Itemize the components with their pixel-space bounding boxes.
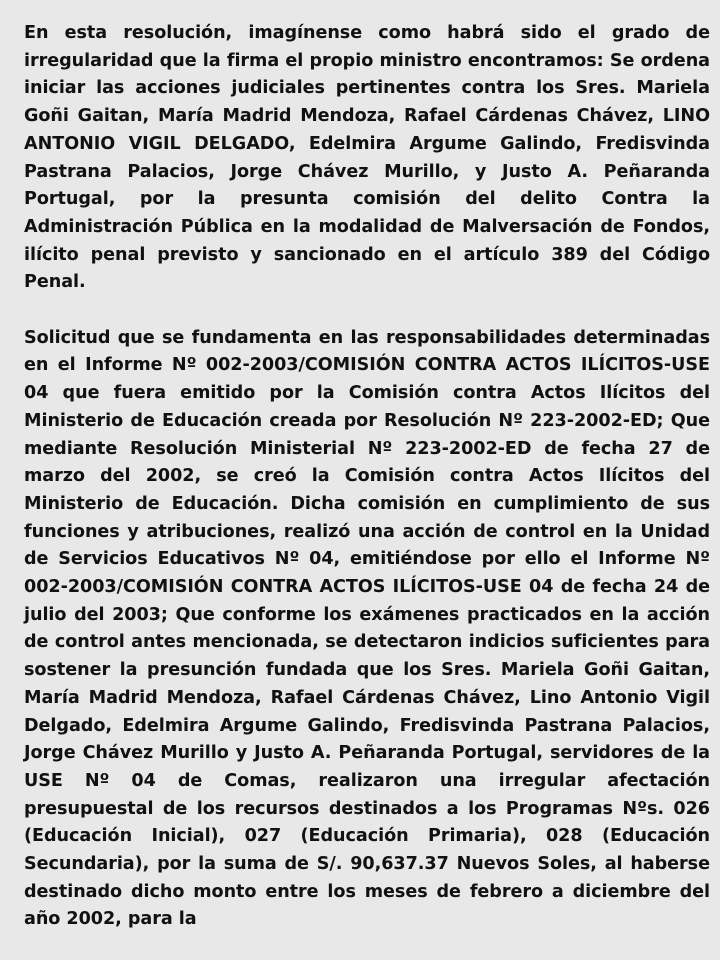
paragraph-solicitud: Solicitud que se fundamenta en las responsabilidades determinadas en el Informe Nº 002-2003/COMISIÓN CONTRA ACTOS ILÍCITOS-USE 04 que fuera emitido por la Comisión contra Actos Ilícitos del Ministerio de Educación creada por Resolución Nº 223-2002-ED; Que mediante Resolución Ministerial Nº 223-2002-ED de fecha 27 de marzo del 2002, se creó la Comisión contra Actos Ilícitos del Ministerio de Educación. Dicha comisión en cumplimiento de sus funciones y atribuciones, realizó una acción de control en la Unidad de Servicios Educativos Nº 04, emitiéndose por ello el Informe Nº 002-2003/COMISIÓN CONTRA ACTOS ILÍCITOS-USE 04 de fecha 24 de julio del 2003; Que conforme los exámenes practicados en la acción de control antes mencionada, se detectaron indicios suficientes para sostener la presunción fundada que los Sres. Mariela Goñi Gaitan, María Madrid Mendoza, Rafael Cárdenas Chávez, Lino Antonio Vigil Delgado, Edelmira Argume Galindo, Fredisvinda Pastrana Palacios, Jorge Chávez Murillo y Justo A. Peñaranda Portugal, servidores de la USE Nº 04 de Comas, realizaron una irregular afectación presupuestal de los recursos destinados a los Programas Nºs. 026 (Educación Inicial), 027 (Educación Primaria), 028 (Educación Secundaria), por la suma de S/. 90,637.37 Nuevos Soles, al haberse destinado dicho monto entre los meses de febrero a diciembre del año 2002, para la bbox=[24, 327, 710, 930]
paragraph-resolution: En esta resolución, imagínense como habrá sido el grado de irregularidad que la firma el propio ministro encontramos: Se ordena iniciar las acciones judiciales pertinentes contra los Sres. Mariela Goñi Gaitan, María Madrid Mendoza, Rafael Cárdenas Chávez, LINO ANTONIO VIGIL DELGADO, Edelmira Argume Galindo, Fredisvinda Pastrana Palacios, Jorge Chávez Murillo, y Justo A. Peñaranda Portugal, por la presunta comisión del delito Contra la Administración Pública en la modalidad de Malversación de Fondos, ilícito penal previsto y sancionado en el artículo 389 del Código Penal. bbox=[24, 23, 710, 293]
